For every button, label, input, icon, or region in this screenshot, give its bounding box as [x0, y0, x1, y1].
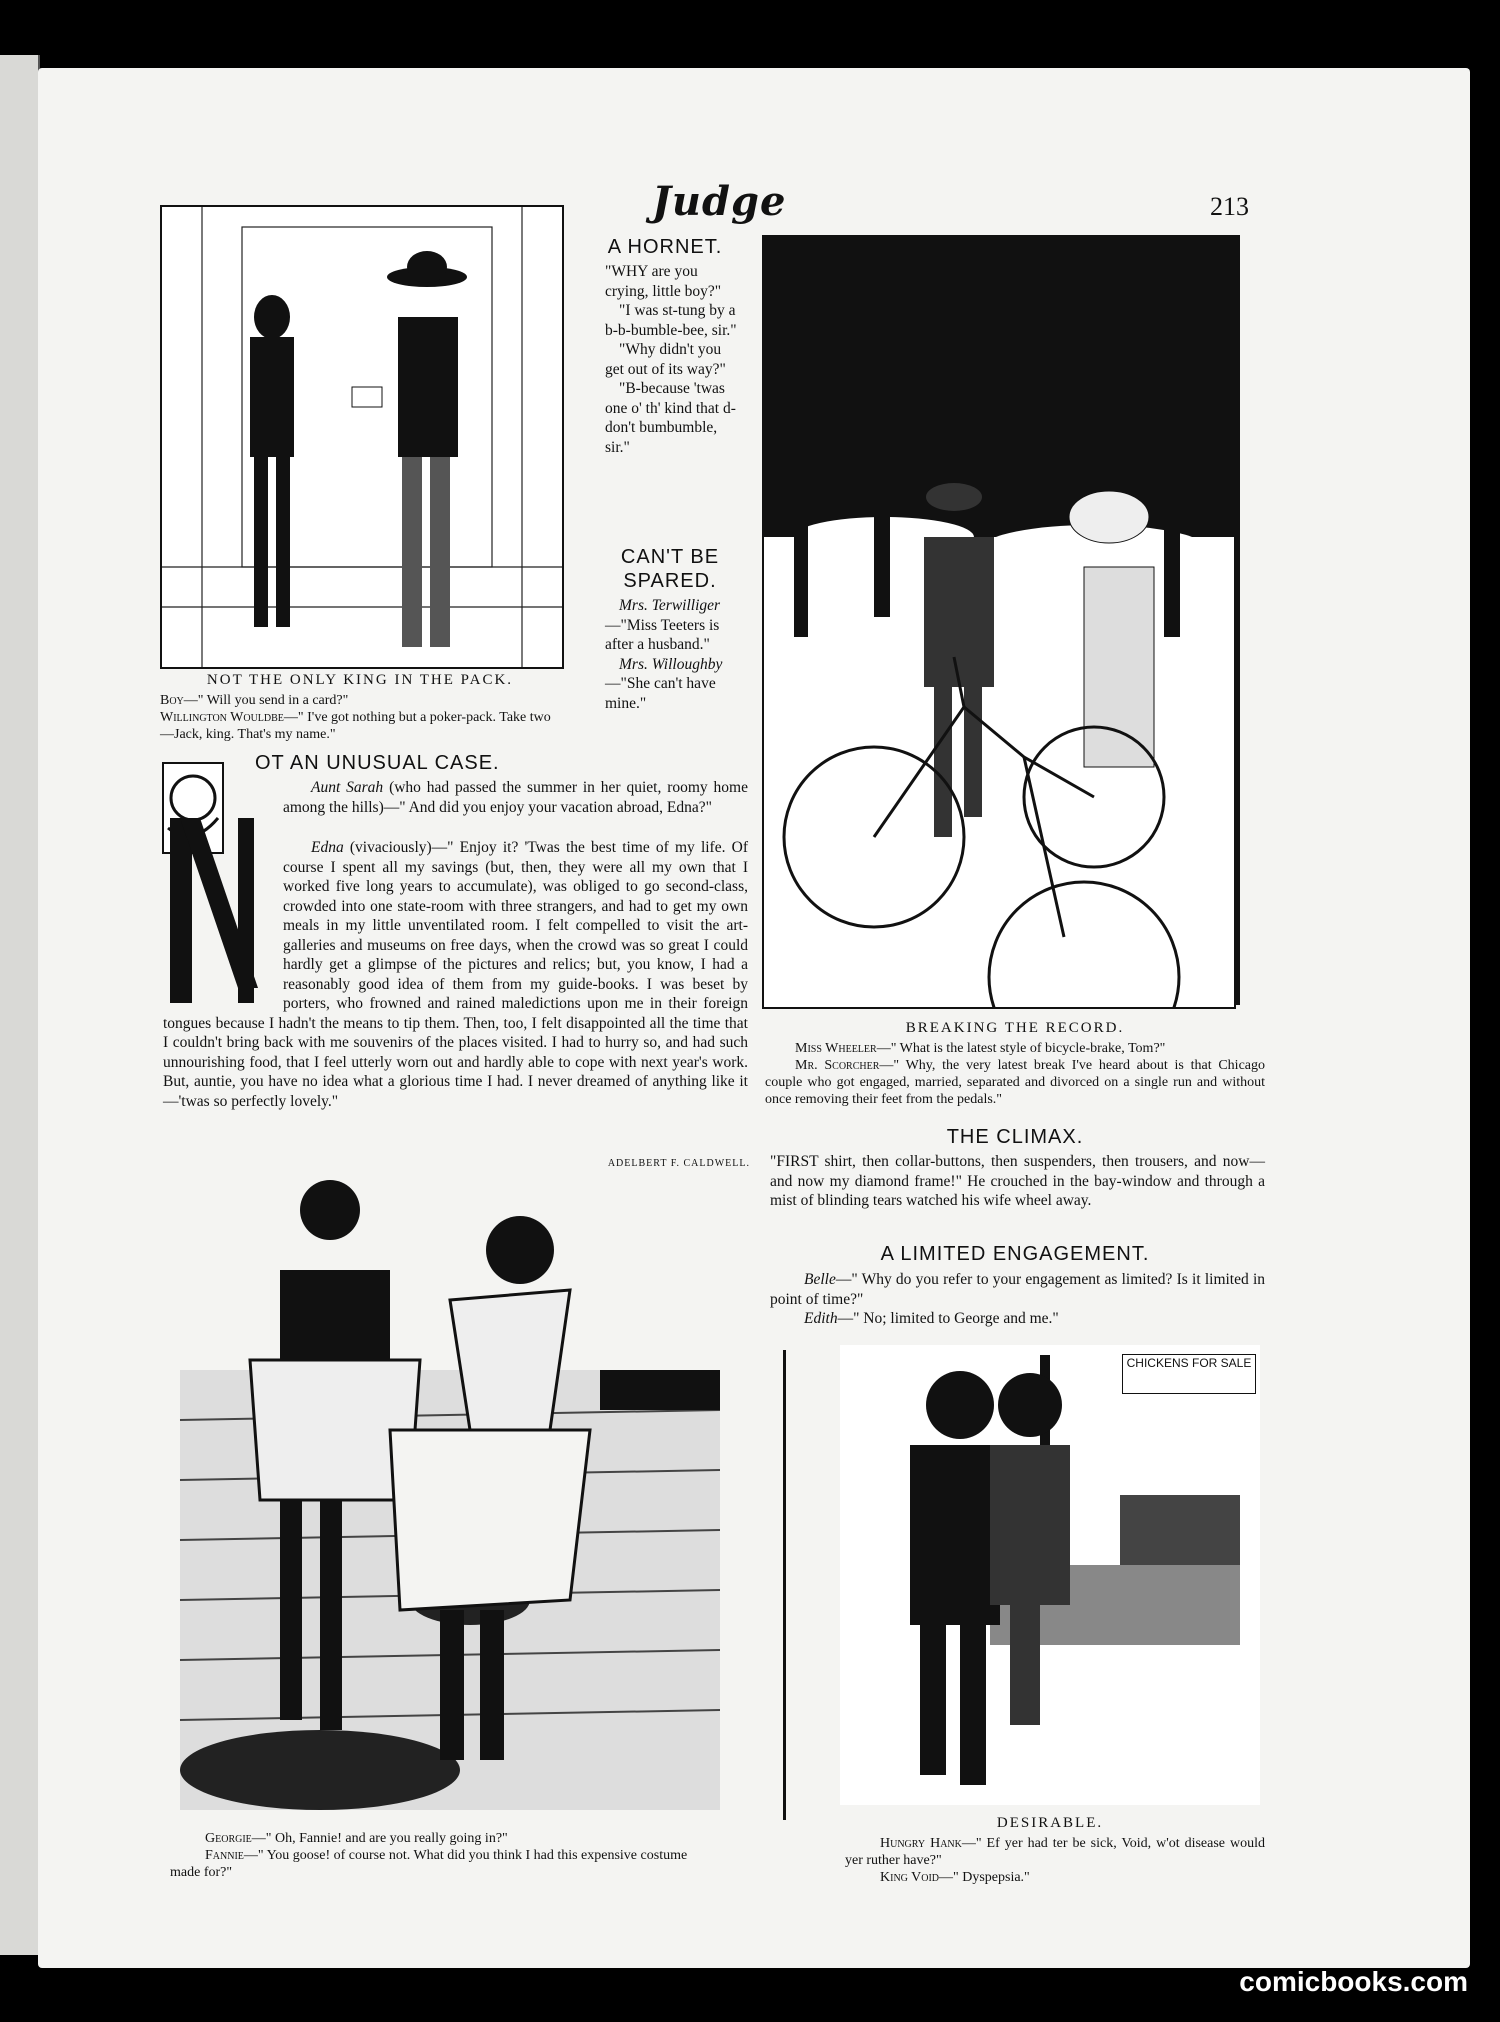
unusual-speaker-aunt: Aunt Sarah [311, 779, 384, 796]
spared-line-terwilliger: —"Miss Teeters is after a husband." [605, 616, 720, 653]
chickens-sign-text: CHICKENS FOR SALE [1126, 1356, 1252, 1370]
record-line-scorcher: —" Why, the very latest break I've heard about is that Chicago couple who got engaged, married, separated and divorced on a single run and without once removing their feet from the pedals." [765, 1058, 1265, 1107]
record-speaker-wheeler: Miss Wheeler [795, 1041, 877, 1056]
cartoon1-title: NOT THE ONLY KING IN THE PACK. [206, 672, 514, 688]
site-watermark: comicbooks.com [1239, 1966, 1468, 1997]
desirable-title: DESIRABLE. [996, 1815, 1104, 1831]
hornet-paragraph-2: "I was st-tung by a b-b-bumble-bee, sir." [605, 302, 737, 339]
column-rule-right [1234, 235, 1240, 1005]
bathers-dialogue [170, 1830, 700, 1881]
cartoon1-speaker-wouldbe: Willington Wouldbe [160, 710, 284, 725]
unusual-story [283, 778, 748, 817]
bicycle-illustration [762, 235, 1236, 1009]
desirable-speaker-hank: Hungry Hank [880, 1836, 962, 1851]
desirable-speaker-void: King Void [880, 1870, 940, 1885]
limited-heading: A LIMITED ENGAGEMENT. [880, 1243, 1150, 1265]
desirable-line-hank: —" Ef yer had ter be sick, Void, w'ot disease would yer ruther have?" [845, 1836, 1265, 1868]
hornet-heading: A HORNET. [607, 236, 723, 258]
cartoon1-speaker-boy: Boy [160, 693, 184, 708]
cartoon1-line-boy: —" Will you send in a card?" [183, 693, 349, 708]
hornet-paragraph-1: "WHY are you crying, little boy?" [605, 263, 722, 300]
unusual-story-edna [163, 838, 748, 1111]
record-title: BREAKING THE RECORD. [905, 1020, 1125, 1036]
limited-story [770, 1270, 1265, 1329]
bathers-line-georgie: —" Oh, Fannie! and are you really going in?" [251, 1831, 508, 1846]
binding-gutter [0, 55, 40, 1955]
unusual-line-aunt: (who had passed the summer in her quiet, roomy home among the hills)—" And did you enjoy your vacation abroad, Edna?" [283, 779, 748, 816]
bathers-line-fannie: —" You goose! of course not. What did you think I had this expensive costume made for?" [170, 1848, 688, 1880]
limited-speaker-edith: Edith [804, 1310, 838, 1327]
climax-heading: THE CLIMAX. [946, 1126, 1084, 1148]
unusual-heading: OT AN UNUSUAL CASE. [255, 752, 500, 774]
page-number: 213 [1210, 192, 1249, 221]
hornet-paragraph-4: "B-because 'twas one o' th' kind that d-don't bumbumble, sir." [605, 380, 736, 456]
desirable-line-void: —" Dyspepsia." [939, 1870, 1030, 1885]
limited-line-belle: —" Why do you refer to your engagement as limited? Is it limited in point of time?" [770, 1271, 1265, 1308]
unusual-line-edna: (vivaciously)—" Enjoy it? 'Twas the best time of my life. Of course I spent all my savings (but, then, they were all my own that I worked five long years to accumulate), was obliged to go second-class, crowded into one state-room with three strangers, and had to get my own meals in my little unventilated room. I felt compelled to visit the art-galleries and museums on free days, when the crowd was so great I could hardly get a glimpse of the pictures and relics; but, you know, I had a reasonably good idea of them from my guide-books. I was beset by porters, who frowned and rained maledictions upon me in their foreign tongues because I hadn't the means to tip them. Then, too, I felt disappointed all the time that I couldn't bring back with me souvenirs of the places visited. I had to hurry so, and had such unnourishing food, that I feel utterly worn out and hardly able to cope with next year's work. But, auntie, you have no idea what a glorious time I had. I never dreamed of anything like it—'twas so perfectly lovely." [163, 839, 748, 1110]
climax-text: "FIRST shirt, then collar-buttons, then suspenders, then trousers, and now—and now my diamond frame!" He crouched in the bay-window and through a mist of blinding tears watched his wife wheel away. [770, 1153, 1265, 1209]
bathers-illustration [170, 1180, 730, 1820]
masthead-logo: Judge [652, 178, 787, 225]
chickens-sign [1122, 1354, 1256, 1394]
cartoon1-dialogue [160, 692, 555, 743]
cartoon1-line-wouldbe: —" I've got nothing but a poker-pack. Take two—Jack, king. That's my name." [160, 710, 551, 742]
limited-line-edith: —" No; limited to George and me." [837, 1310, 1059, 1327]
unusual-speaker-edna: Edna [311, 839, 344, 856]
tramps-illustration [840, 1345, 1260, 1805]
limited-speaker-belle: Belle [804, 1271, 836, 1288]
spared-speaker-willoughby: Mrs. Willoughby [619, 655, 723, 673]
record-speaker-scorcher: Mr. Scorcher [795, 1058, 880, 1073]
hornet-story [605, 262, 743, 457]
spared-line-willoughby: —"She can't have mine." [605, 675, 716, 712]
column-rule-left [783, 1350, 786, 1820]
record-dialogue [765, 1040, 1265, 1108]
bathers-speaker-fannie: Fannie [205, 1848, 244, 1863]
record-line-wheeler: —" What is the latest style of bicycle-brake, Tom?" [876, 1041, 1166, 1056]
spared-story [605, 596, 743, 713]
desirable-dialogue [845, 1835, 1265, 1886]
hornet-paragraph-3: "Why didn't you get out of its way?" [605, 341, 726, 378]
spared-heading: CAN'T BE SPARED. [620, 546, 720, 592]
bathers-speaker-georgie: Georgie [205, 1831, 252, 1846]
drop-cap-spacer [163, 838, 283, 1013]
spared-speaker-terwilliger: Mrs. Terwilliger [619, 597, 721, 614]
cartoon-king-pack-illustration [160, 205, 564, 669]
unusual-author: ADELBERT F. CALDWELL. [607, 1158, 750, 1169]
